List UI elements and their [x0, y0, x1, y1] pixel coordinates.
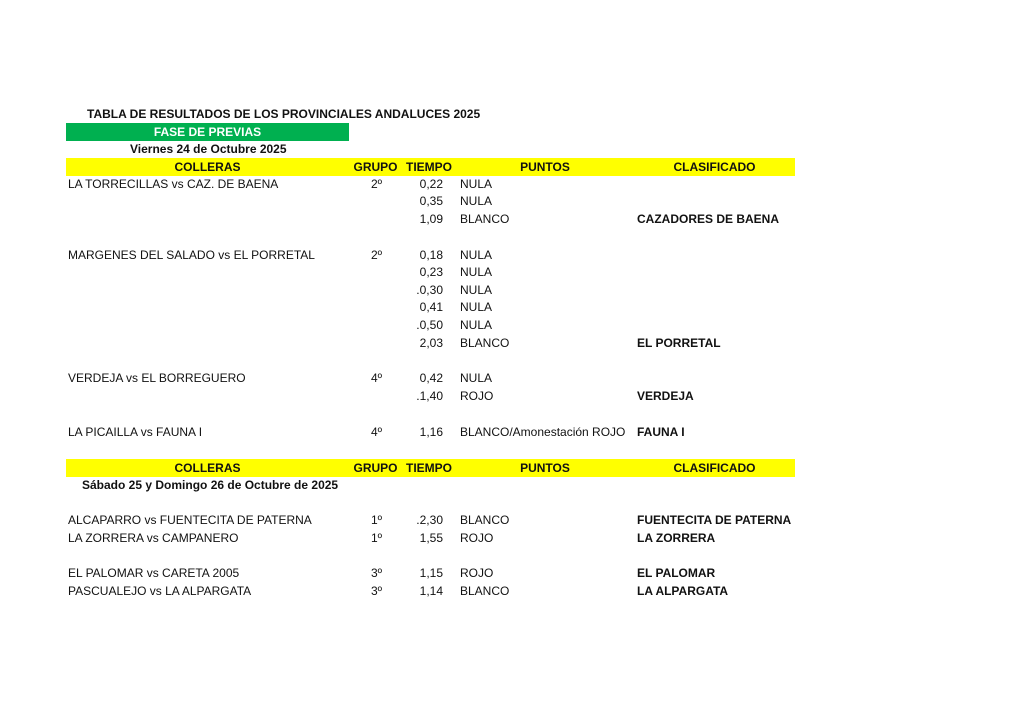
table-row	[0, 370, 1024, 387]
table-row	[0, 282, 1024, 299]
cell-clasificado: LA ZORRERA	[637, 531, 716, 545]
header-grupo: GRUPO	[353, 160, 398, 174]
cell-grupo: 3º	[370, 584, 382, 598]
cell-match: ALCAPARRO vs FUENTECITA DE PATERNA	[68, 513, 312, 527]
cell-puntos: BLANCO	[460, 212, 510, 226]
phase-banner: FASE DE PREVIAS	[66, 123, 349, 141]
cell-grupo: 1º	[370, 513, 382, 527]
header-tiempo: TIEMPO	[405, 160, 452, 174]
cell-match: LA PICAILLA vs FAUNA I	[68, 425, 203, 439]
header-colleras: COLLERAS	[174, 160, 241, 174]
cell-puntos: ROJO	[460, 389, 494, 403]
cell-puntos: NULA	[460, 300, 493, 314]
table-header-1	[66, 158, 795, 176]
cell-tiempo: .1,40	[416, 389, 443, 403]
cell-grupo: 2º	[370, 177, 382, 191]
table-row	[0, 193, 1024, 210]
header-clasificado: CLASIFICADO	[673, 160, 756, 174]
table-row	[0, 512, 1024, 529]
cell-tiempo: 1,15	[419, 566, 443, 580]
cell-match: LA TORRECILLAS vs CAZ. DE BAENA	[68, 177, 279, 191]
cell-puntos: BLANCO	[460, 584, 510, 598]
cell-puntos: NULA	[460, 371, 493, 385]
table-row	[0, 299, 1024, 316]
cell-puntos: NULA	[460, 177, 493, 191]
table-row	[0, 247, 1024, 264]
cell-clasificado: EL PALOMAR	[637, 566, 716, 580]
table-row	[0, 530, 1024, 547]
table-row	[0, 335, 1024, 352]
cell-clasificado: FAUNA I	[637, 425, 685, 439]
cell-tiempo: 1,09	[419, 212, 443, 226]
cell-puntos: NULA	[460, 265, 493, 279]
cell-tiempo: .0,30	[416, 283, 443, 297]
cell-puntos: NULA	[460, 194, 493, 208]
cell-grupo: 4º	[370, 371, 382, 385]
cell-tiempo: 1,55	[419, 531, 443, 545]
cell-grupo: 4º	[370, 425, 382, 439]
header-clasificado: CLASIFICADO	[673, 461, 756, 475]
cell-tiempo: 0,22	[419, 177, 443, 191]
table-row	[0, 176, 1024, 193]
cell-match: PASCUALEJO vs LA ALPARGATA	[68, 584, 252, 598]
day2-heading: Sábado 25 y Domingo 26 de Octubre de 2025	[82, 478, 339, 492]
cell-puntos: BLANCO	[460, 513, 510, 527]
cell-tiempo: 1,14	[419, 584, 443, 598]
header-grupo: GRUPO	[353, 461, 398, 475]
table-row	[0, 211, 1024, 228]
cell-grupo: 1º	[370, 531, 382, 545]
cell-puntos: NULA	[460, 318, 493, 332]
cell-puntos: ROJO	[460, 566, 494, 580]
table-header-2	[66, 459, 795, 477]
cell-puntos: BLANCO	[460, 336, 510, 350]
cell-tiempo: 0,41	[419, 300, 443, 314]
header-tiempo: TIEMPO	[405, 461, 452, 475]
cell-puntos: BLANCO/Amonestación ROJO	[460, 425, 626, 439]
table-row	[0, 583, 1024, 600]
cell-grupo: 2º	[370, 248, 382, 262]
cell-tiempo: .2,30	[416, 513, 443, 527]
day1-heading: Viernes 24 de Octubre 2025	[130, 142, 287, 156]
cell-tiempo: 2,03	[419, 336, 443, 350]
cell-puntos: NULA	[460, 248, 493, 262]
cell-match: EL PALOMAR vs CARETA 2005	[68, 566, 240, 580]
table-row	[0, 424, 1024, 441]
table-row	[0, 565, 1024, 582]
cell-clasificado: CAZADORES DE BAENA	[637, 212, 780, 226]
cell-grupo: 3º	[370, 566, 382, 580]
table-row	[0, 317, 1024, 334]
cell-clasificado: FUENTECITA DE PATERNA	[637, 513, 792, 527]
header-colleras: COLLERAS	[174, 461, 241, 475]
cell-match: LA ZORRERA vs CAMPANERO	[68, 531, 239, 545]
cell-tiempo: 0,18	[419, 248, 443, 262]
cell-clasificado: LA ALPARGATA	[637, 584, 729, 598]
cell-tiempo: .0,50	[416, 318, 443, 332]
header-puntos: PUNTOS	[520, 461, 570, 475]
cell-match: VERDEJA vs EL BORREGUERO	[68, 371, 246, 385]
document-title: TABLA DE RESULTADOS DE LOS PROVINCIALES ANDALUCES 2025	[87, 107, 481, 121]
table-row	[0, 388, 1024, 405]
header-puntos: PUNTOS	[520, 160, 570, 174]
cell-clasificado: EL PORRETAL	[637, 336, 721, 350]
cell-clasificado: VERDEJA	[637, 389, 694, 403]
cell-match: MARGENES DEL SALADO vs EL PORRETAL	[68, 248, 315, 262]
cell-tiempo: 0,23	[419, 265, 443, 279]
cell-puntos: NULA	[460, 283, 493, 297]
cell-tiempo: 1,16	[419, 425, 443, 439]
table-row	[0, 264, 1024, 281]
cell-tiempo: 0,35	[419, 194, 443, 208]
cell-tiempo: 0,42	[419, 371, 443, 385]
cell-puntos: ROJO	[460, 531, 494, 545]
